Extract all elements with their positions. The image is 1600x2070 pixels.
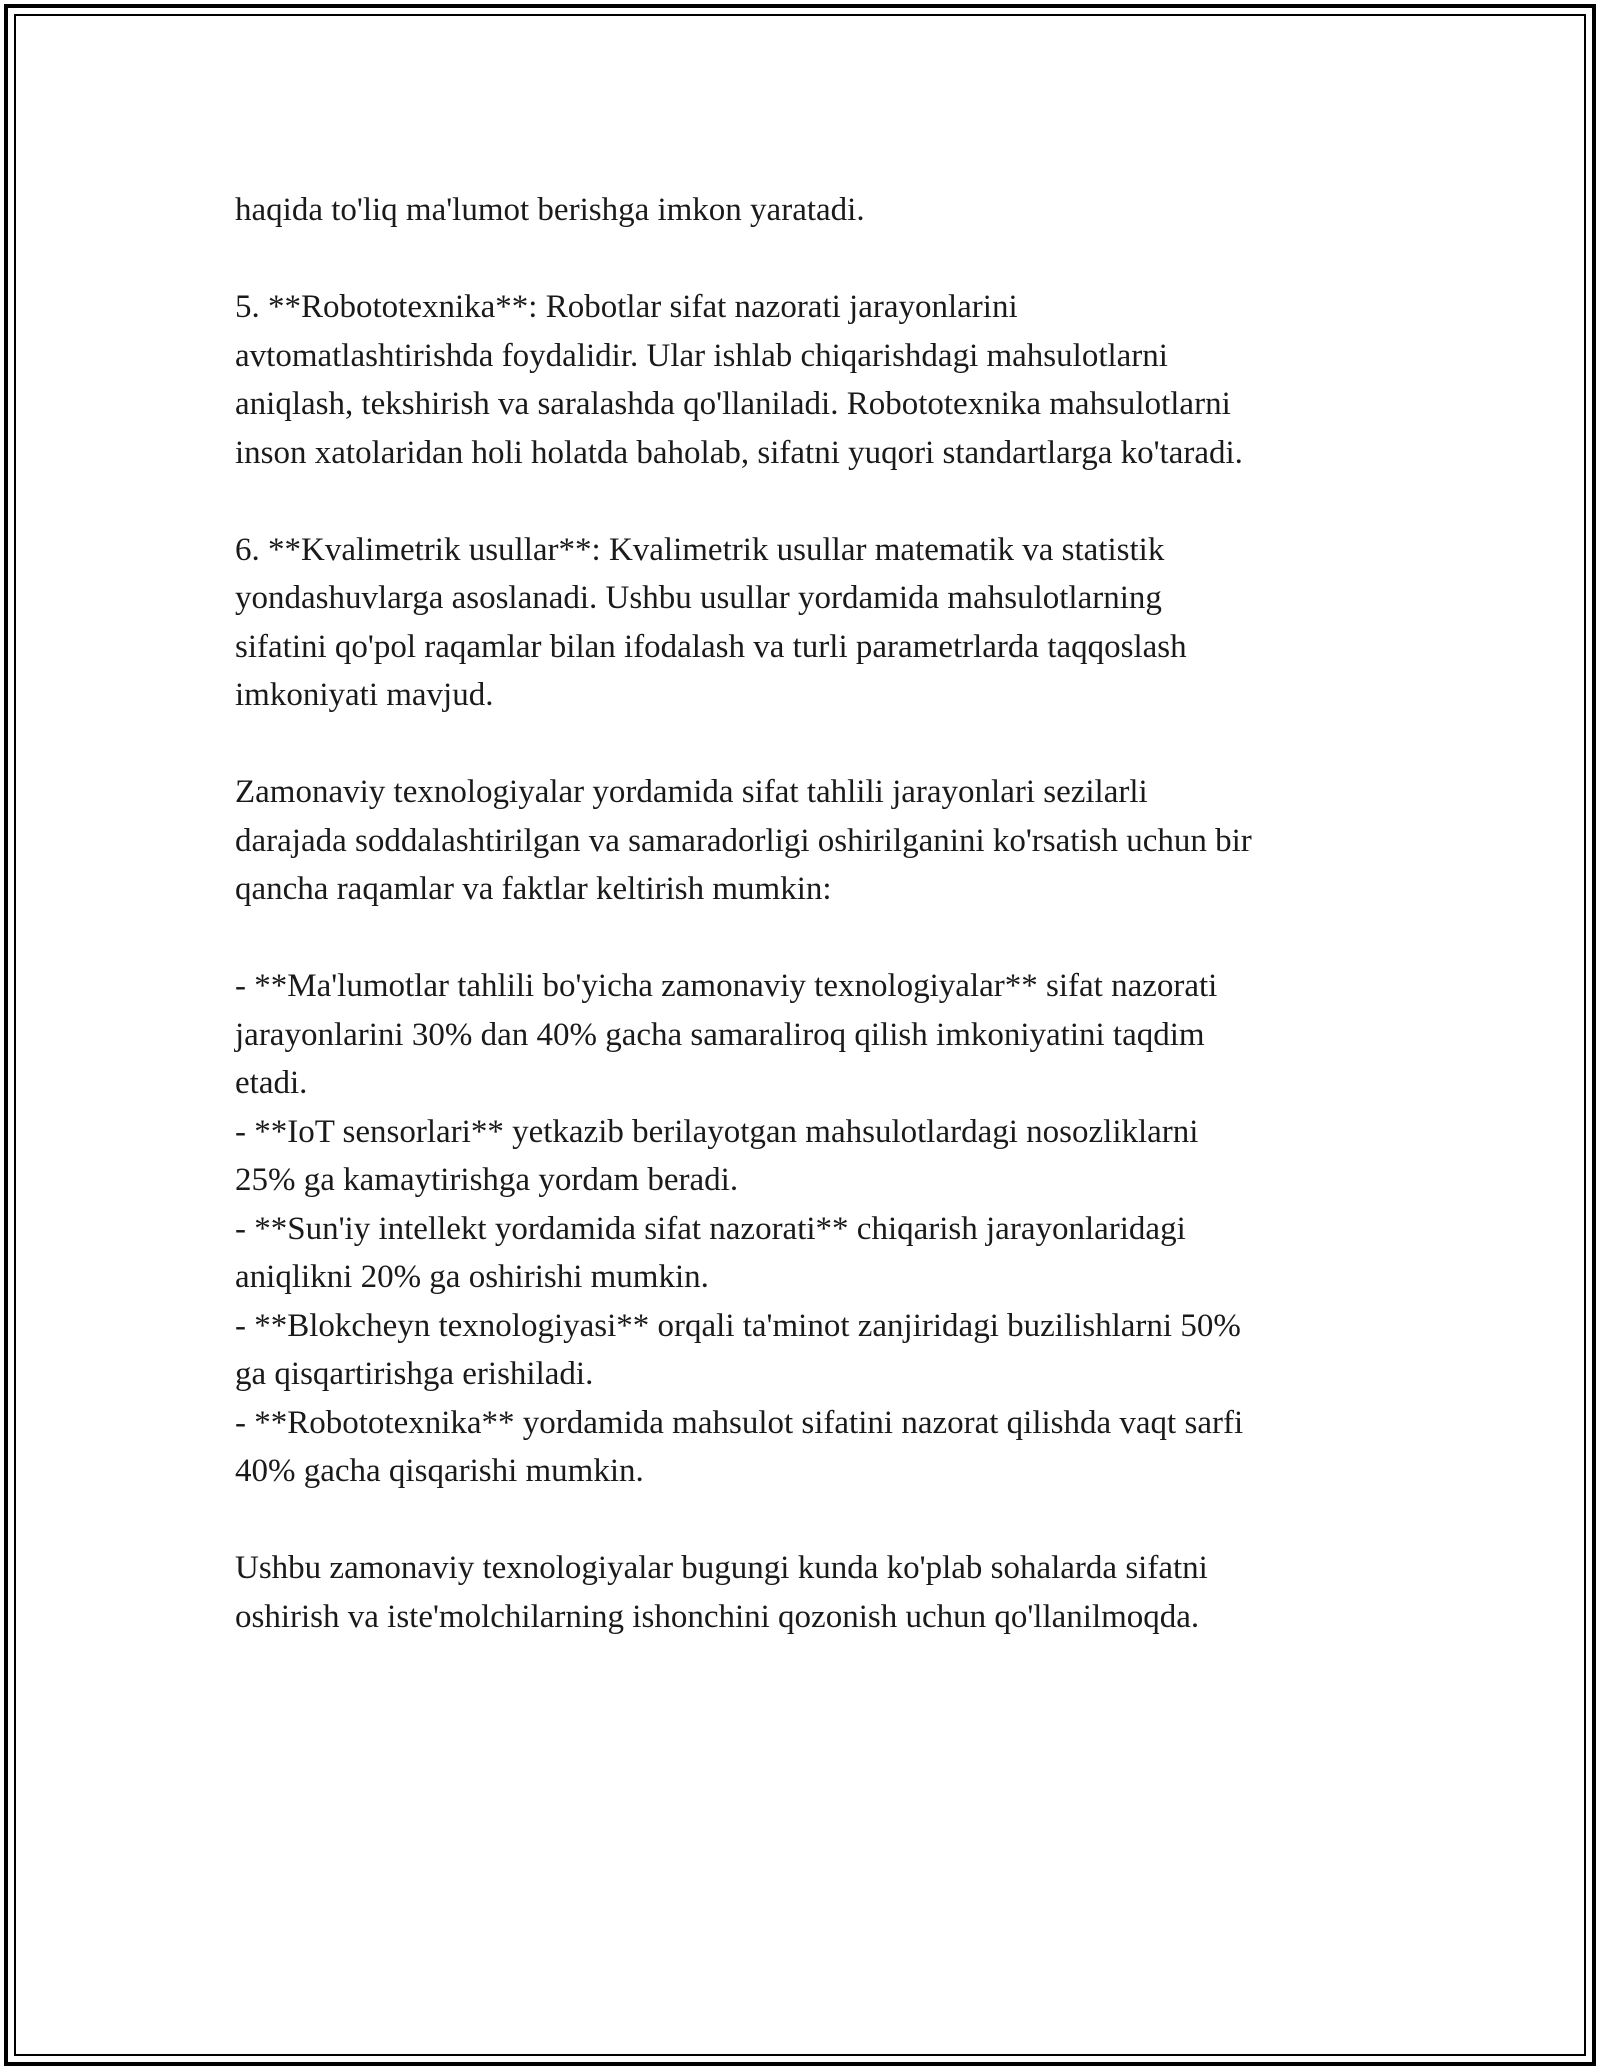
summary-line: Zamonaviy texnologiyalar yordamida sifat tahlili jarayonlari sezilarli xyxy=(235,774,1148,810)
bullet-item-line: jarayonlarini 30% dan 40% gacha samaraliroq qilish imkoniyatini taqdim xyxy=(235,1016,1205,1053)
paragraph-gap xyxy=(235,1496,1375,1545)
paragraph-gap xyxy=(235,477,1375,526)
item-5-line: 5. **Robototexnika**: Robotlar sifat nazorati jarayonlarini xyxy=(235,289,1018,325)
intro-text-line: haqida to'liq ma'lumot berishga imkon yaratadi. xyxy=(235,192,865,228)
conclusion-line: oshirish va iste'molchilarning ishonchini qozonish uchun qo'llanilmoqda. xyxy=(235,1598,1200,1635)
paragraph-gap xyxy=(235,914,1375,963)
facts-bullet-list xyxy=(235,962,1375,1496)
bullet-item-line: 25% ga kamaytirishga yordam beradi. xyxy=(235,1162,739,1198)
paragraph-gap xyxy=(235,235,1375,284)
item-5-line: aniqlash, tekshirish va saralashda qo'llaniladi. Robototexnika mahsulotlarni xyxy=(235,386,1231,422)
item-6-line: yondashuvlarga asoslanadi. Ushbu usullar yordamida mahsulotlarning xyxy=(235,580,1162,616)
document-body xyxy=(235,186,1375,1641)
bullet-item-line: - **Sun'iy intellekt yordamida sifat nazorati** chiqarish jarayonlaridagi xyxy=(235,1210,1186,1247)
item-6-line: 6. **Kvalimetrik usullar**: Kvalimetrik usullar matematik va statistik xyxy=(235,531,1165,568)
item-6-line: imkoniyati mavjud. xyxy=(235,677,494,713)
conclusion-paragraph xyxy=(235,1544,1375,1641)
item-6-line: sifatini qo'pol raqamlar bilan ifodalash va turli parametrlarda taqqoslash xyxy=(235,628,1187,665)
bullet-item-line: - **Blokcheyn texnologiyasi** orqali ta'minot zanjiridagi buzilishlarni 50% xyxy=(235,1307,1241,1344)
bullet-item-line: ga qisqartirishga erishiladi. xyxy=(235,1356,594,1392)
summary-line: qancha raqamlar va faktlar keltirish mumkin: xyxy=(235,871,832,907)
summary-paragraph xyxy=(235,768,1375,914)
summary-line: darajada soddalashtirilgan va samaradorligi oshirilganini ko'rsatish uchun bir xyxy=(235,822,1252,859)
bullet-item-line: - **Ma'lumotlar tahlili bo'yicha zamonaviy texnologiyalar** sifat nazorati xyxy=(235,968,1218,1004)
item-5-line: inson xatolaridan holi holatda baholab, sifatni yuqori standartlarga ko'taradi. xyxy=(235,434,1243,471)
bullet-item-line: 40% gacha qisqarishi mumkin. xyxy=(235,1453,644,1489)
conclusion-line: Ushbu zamonaviy texnologiyalar bugungi kunda ko'plab sohalarda sifatni xyxy=(235,1550,1208,1586)
bullet-item-line: aniqlikni 20% ga oshirishi mumkin. xyxy=(235,1259,709,1295)
item-5-line: avtomatlashtirishda foydalidir. Ular ishlab chiqarishdagi mahsulotlarni xyxy=(235,337,1168,374)
item-5-robototexnika xyxy=(235,283,1375,477)
bullet-item-line: - **IoT sensorlari** yetkazib berilayotgan mahsulotlardagi nosozliklarni xyxy=(235,1113,1199,1150)
paragraph-gap xyxy=(235,720,1375,769)
item-6-kvalimetrik-usullar xyxy=(235,526,1375,720)
bullet-item-line: - **Robototexnika** yordamida mahsulot sifatini nazorat qilishda vaqt sarfi xyxy=(235,1404,1244,1441)
bullet-item-line: etadi. xyxy=(235,1065,308,1101)
